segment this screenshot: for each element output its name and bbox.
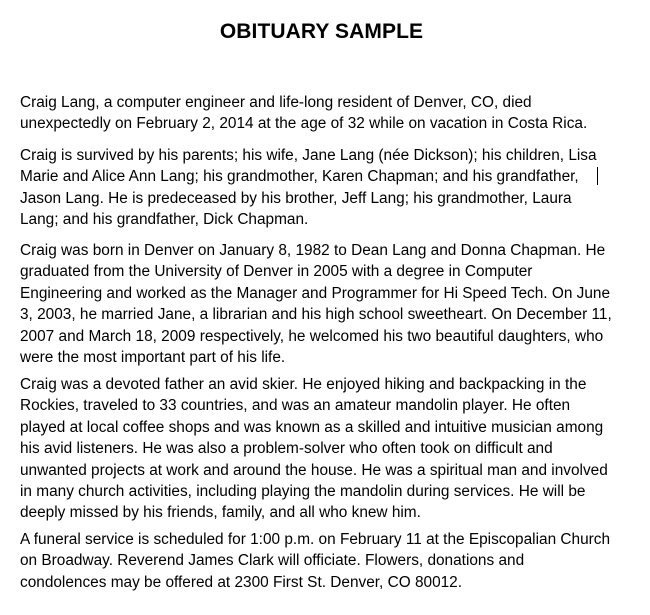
paragraph-funeral-service	[20, 529, 640, 593]
paragraph-personal-life	[20, 374, 640, 524]
text-line: on Broadway. Reverend James Clark will officiate. Flowers, donations and	[20, 552, 525, 570]
text-line: A funeral service is scheduled for 1:00 p.m. on February 11 at the Episcopalian Church	[20, 531, 611, 548]
text-line: deeply missed by his friends, family, and all who knew him.	[20, 504, 421, 522]
text-line: his avid listeners. He was also a problem-solver who often took on difficult and	[20, 440, 553, 458]
paragraph-survivors	[20, 145, 640, 231]
text-line: Marie and Alice Ann Lang; his grandmother, Karen Chapman; and his grandfather,	[20, 168, 579, 186]
text-line: condolences may be offered at 2300 First St. Denver, CO 80012.	[20, 573, 463, 591]
text-line: 2007 and March 18, 2009 respectively, he welcomed his two beautiful daughters, who	[20, 327, 604, 345]
text-line: Craig Lang, a computer engineer and life-long resident of Denver, CO, died	[20, 94, 532, 111]
text-line: Rockies, traveled to 33 countries, and was an amateur mandolin player. He often	[20, 397, 571, 415]
text-line: were the most important part of his life.	[20, 349, 286, 367]
text-line: Jason Lang. He is predeceased by his brother, Jeff Lang; his grandmother, Laura	[20, 189, 572, 207]
text-line: Engineering and worked as the Manager and Programmer for Hi Speed Tech. On June	[20, 284, 611, 302]
paragraph-intro	[20, 92, 640, 135]
paragraph-biography	[20, 240, 640, 368]
text-line: graduated from the University of Denver in 2005 with a degree in Computer	[20, 263, 533, 281]
text-line: unexpectedly on February 2, 2014 at the age of 32 while on vacation in Costa Rica.	[20, 115, 588, 133]
text-line: Craig was born in Denver on January 8, 1982 to Dean Lang and Donna Chapman. He	[20, 242, 606, 259]
document-title: OBITUARY SAMPLE	[219, 20, 424, 43]
text-line: Lang; and his grandfather, Dick Chapman.	[20, 211, 309, 229]
text-line: 3, 2003, he married Jane, a librarian and his high school sweetheart. On December 11,	[20, 306, 612, 324]
text-line: Craig was a devoted father an avid skier. He enjoyed hiking and backpacking in the	[20, 376, 587, 393]
text-line: unwanted projects at work and around the house. He was a spiritual man and involved	[20, 461, 608, 479]
text-line: played at local coffee shops and was known as a skilled and intuitive musician among	[20, 418, 604, 436]
text-line: Craig is survived by his parents; his wife, Jane Lang (née Dickson); his children, Lisa	[20, 147, 597, 164]
text-line: in many church activities, including playing the mandolin during services. He will be	[20, 483, 586, 501]
text-cursor	[597, 167, 598, 185]
